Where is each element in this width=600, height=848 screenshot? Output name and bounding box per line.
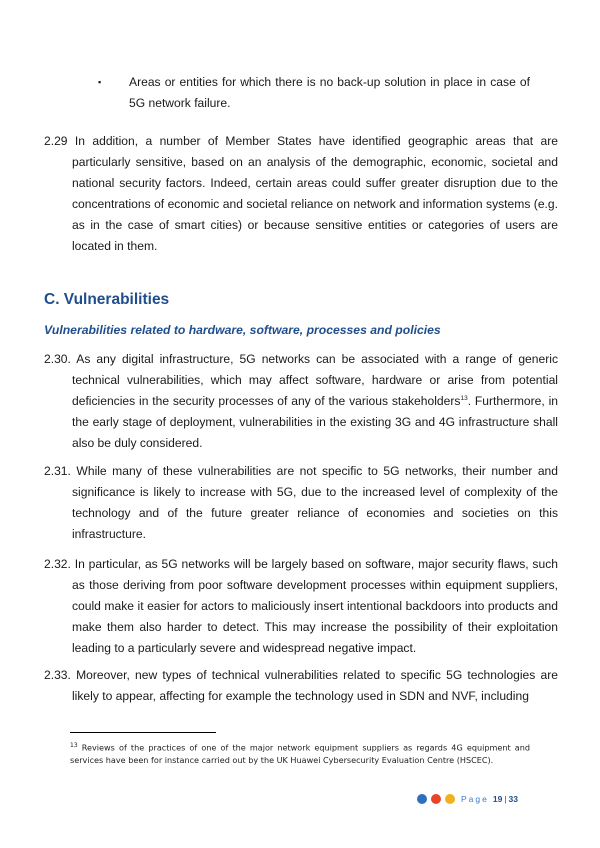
total-pages: 33 [508,794,519,804]
footnote [70,740,530,767]
paragraph-number: 2.33. [44,668,71,682]
paragraph-text: While many of these vulnerabilities are not specific to 5G networks, their number and significance is likely to increase with 5G, due to the increased level of complexity of the technology and of the future greater reliance of economies and societies on this infrastructure. [72,464,558,541]
paragraph-text: As any digital infrastructure, 5G networks can be associated with a range of generic technical vulnerabilities, which may affect software, hardware or arise from potential deficiencies in the security processes of any of the various stakeholders [72,352,558,408]
paragraph-text: In addition, a number of Member States have identified geographic areas that are particularly sensitive, based on an analysis of the demographic, economic, societal and national security factors. Indeed, certain areas could suffer greater disruption due to the concentrations of economic and societal reliance on network and information systems (e.g. as in the case of smart cities) or because sensitive entities or categories of users are located in them. [72,134,558,253]
current-page-number: 19 [492,794,503,804]
paragraph-text: Moreover, new types of technical vulnerabilities related to specific 5G technologies are likely to appear, affecting for example the technology used in SDN and NVF, including [72,668,558,703]
paragraph-2-29 [44,131,558,257]
page-footer [417,792,518,806]
yellow-dot-icon [445,794,455,804]
page-label: Page [461,794,489,804]
paragraph-2-31 [44,461,558,545]
paragraph-number: 2.29 [44,134,68,148]
bullet-square-icon: ▪ [98,77,102,87]
paragraph-2-33 [44,665,558,707]
footnote-reference[interactable]: 13 [460,394,468,402]
paragraph-2-30 [44,349,558,454]
footnote-divider [70,732,216,733]
red-dot-icon [431,794,441,804]
blue-dot-icon [417,794,427,804]
paragraph-text-continued: . Furthermore, in the early stage of deployment, vulnerabilities in the existing 3G and 4G infrastructure shall also be duly considered. [72,394,558,450]
bullet-text: Areas or entities for which there is no back-up solution in place in case of 5G network failure. [129,75,530,110]
footnote-number: 13 [70,742,78,749]
paragraph-number: 2.30. [44,352,71,366]
paragraph-number: 2.32. [44,557,71,571]
bullet-item [98,72,530,114]
subsection-title: Vulnerabilities related to hardware, software, processes and policies [44,323,441,337]
paragraph-text: In particular, as 5G networks will be largely based on software, major security flaws, such as those deriving from poor software development processes within equipment suppliers, could make it easier for actors to maliciously insert intentional backdoors into products and make them also harder to detect. This may increase the possibility of their exploitation leading to a particularly severe and widespread negative impact. [72,557,558,655]
section-title: C. Vulnerabilities [44,291,170,308]
page-separator: | [504,794,507,804]
paragraph-number: 2.31. [44,464,71,478]
paragraph-2-32 [44,554,558,659]
footnote-text: Reviews of the practices of one of the major network equipment suppliers as regards 4G equipment and services have been for instance carried out by the UK Huawei Cybersecurity Evaluation Centre (HSCEC). [70,742,531,766]
